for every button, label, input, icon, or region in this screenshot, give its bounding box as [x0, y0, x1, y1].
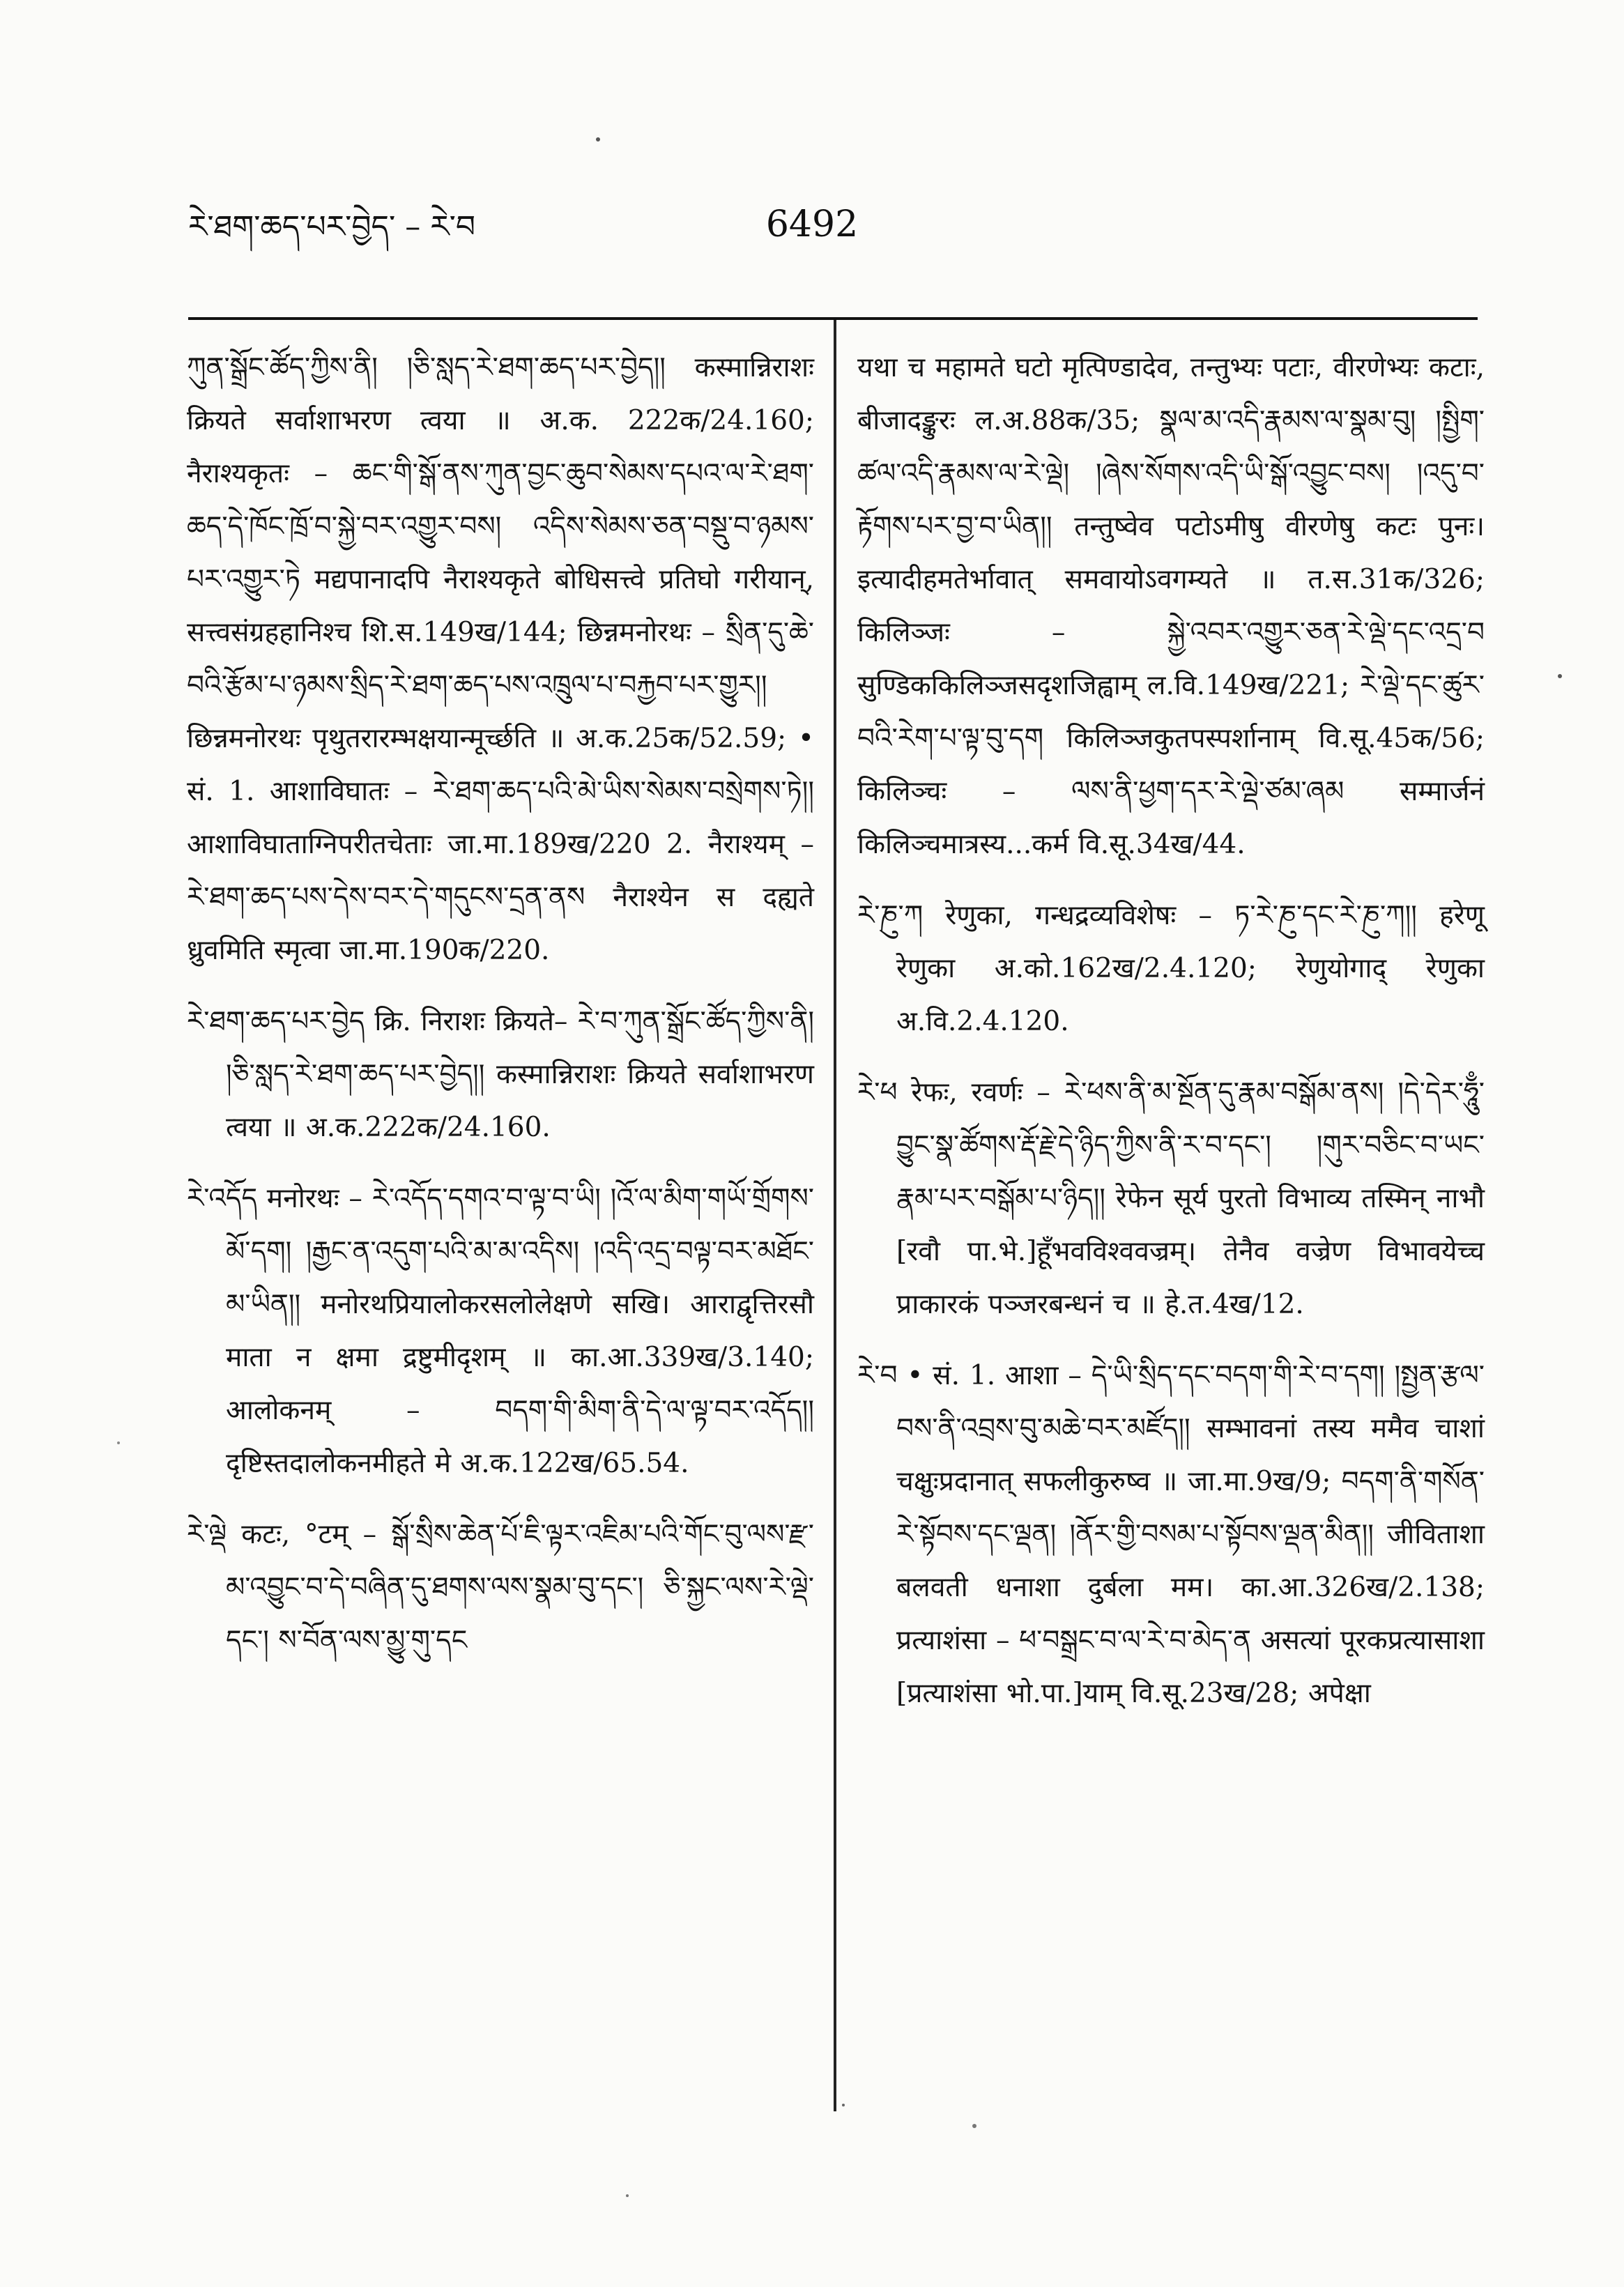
entry-re-pha: རེ་ཕ रेफः, रवर्णः – རེ་ཕས་ནི་མ་སྔོན་དུ་རྣམ་བསྒོམ་ནས། །དེ་དེར་ཧཱུྃ་བྱུང་སྣ་ཚོགས་རྡོ་རྗེ་དེ་ཉིད་ཀྱིས་ནི་ར་བ་དང་། །གུར་བཅིང་བ་ཡང་རྣམ་པར་བསྒོམ་པ་ཉིད།། रेफेन सूर्य पुरतो विभाव्य तस्मिन् नाभौ [रवौ पा.भे.]हूँभवविश्ववज्रम्। तेनैव वज्रेण विभावयेच्च प्राकारकं पञ्जरबन्धनं च ॥ हे.त.4ख/12. [857, 1077, 1485, 1320]
header-rule [188, 317, 1478, 320]
entry-re-dod: རེ་འདོད मनोरथः – རེ་འདོད་དགའ་བ་ལྟ་བ་ཡི། །འོ་ལ་མིག་གཡོ་གྲོགས་མོ་དག། །རྒྱང་ན་འདུག་པའི་མ་མ་འདིས། །འདི་འདྲ་བལྟ་བར་མཐོང་མ་ཡིན།། मनोरथप्रियालोकरसलोलेक्षणे सखि। आराद्वृत्तिरसौ माता न क्षमा द्रष्टुमीदृशम् ॥ का.आ.339ख/3.140; आलोकनम् – བདག་གི་མིག་ནི་དེ་ལ་ལྟ་བར་འདོད།། दृष्टिस्तदालोकनमीहते मे अ.क.122ख/65.54. [187, 1183, 814, 1479]
entry-re-nu-ka: རེ་ཎུ་ཀ रेणुका, गन्धद्रव्यविशेषः – ཏ་རེ་ཎུ་དང་རེ་ཎུ་ཀ།། हरेणू रेणुका अ.को.162ख/2.4.120; रेणुयोगाद् रेणुका अ.वि.2.4.120. [857, 900, 1485, 1037]
page-header [0, 202, 1624, 258]
entry-re-thag-chad-par-byed: རེ་ཐག་ཆད་པར་བྱེད क्रि. निराशः क्रियते– རེ་བ་ཀུན་སྒྲོང་ཚོད་ཀྱིས་ནི། །ཅི་སླད་རེ་ཐག་ཆད་པར་བྱེད།། कस्मान्निराशः क्रियते सर्वाशाभरण त्वया ॥ अ.क.222क/24.160. [187, 1006, 814, 1143]
right-entry-continuation: यथा च महामते घटो मृत्पिण्डादेव, तन्तुभ्यः पटाः, वीरणेभ्यः कटाः, बीजादङ्कुरः ल.अ.88क/35; སྣལ་མ་འདི་རྣམས་ལ་སྣམ་བུ། །སྤྱིག་ཚལ་འདི་རྣམས་ལ་རེ་ལྡེ། །ཞེས་སོགས་འདི་ཡི་སྒོ་འབྱུང་བས། །འདུ་བ་རྟོགས་པར་བྱ་བ་ཡིན།། तन्तुष्वेव पटोऽमीषु वीरणेषु कटः पुनः। इत्यादीहमतेर्भावात् समवायोऽवगम्यते ॥ त.स.31क/326; किलिञ्जः – སྐྱེ་འབར་འགྱུར་ཅན་རེ་ལྡེ་དང་འདྲ་བ सुण्डिककिलिञ्जसदृशजिह्वाम् ल.वि.149ख/221; རེ་ལྡེ་དང་ཚུར་བའི་རེག་པ་ལྟ་བུ་དག किलिञ्जकुतपस्पर्शानाम् वि.सू.45क/56; किलिञ्चः – ལས་ནི་ཕྱག་དར་རེ་ལྡེ་ཙམ་ཞམ सम्मार्जनं किलिञ्चमात्रस्य...कर्म वि.सू.34ख/44. [857, 352, 1485, 860]
right-column [857, 342, 1485, 1738]
column-divider [834, 320, 836, 2111]
left-column [187, 342, 814, 1685]
page-number: 6492 [765, 204, 859, 245]
left-entry-continuation: ཀུན་སྒྲོང་ཚོད་ཀྱིས་ནི། །ཅི་སླད་རེ་ཐག་ཆད་པར་བྱེད།། कस्मान्निराशः क्रियते सर्वाशाभरण त्वया ॥ अ.क. 222क/24.160; नैराश्यकृतः – ཆང་གི་སྒོ་ནས་ཀུན་བྱང་ཆུབ་སེམས་དཔའ་ལ་རེ་ཐག་ཆད་དེ་ཁོང་ཁྲོ་བ་སྐྱེ་བར་འགྱུར་བས། འདིས་སེམས་ཅན་བསྡུ་བ་ཉམས་པར་འགྱུར་ཏེ मद्यपानादपि नैराश्यकृते बोधिसत्त्वे प्रतिघो गरीयान्, सत्त्वसंग्रहहानिश्च शि.स.149ख/144; छिन्नमनोरथः – སྲིན་དུ་ཆེ་བའི་རྩོམ་པ་ཉམས་སྲིད་རེ་ཐག་ཆད་པས་འཁྲུལ་པ་བརྐྱབ་པར་གྱུར།། छिन्नमनोरथः पृथुतरारम्भक्षयान्मूर्च्छति ॥ अ.क.25क/52.59; • सं. 1. आशाविघातः – རེ་ཐག་ཆད་པའི་མེ་ཡིས་སེམས་བསྲེགས་ཏེ།། आशाविघाताग्निपरीतचेताः जा.मा.189ख/220 2. नैराश्यम् – རེ་ཐག་ཆད་པས་དེས་བར་དེ་གདུངས་དྲན་ནས नैराश्येन स दह्यते ध्रुवमिति स्मृत्वा जा.मा.190क/220. [187, 352, 814, 966]
running-head: རེ་ཐག་ཆད་པར་བྱེད་ – རེ་བ [188, 209, 476, 245]
entry-re-ba: རེ་བ • सं. 1. आशा – དེ་ཡི་སྲིད་དང་བདག་གི་རེ་བ་དག། །སྤྱན་རྩལ་བས་ནི་འབྲས་བུ་མཆེ་བར་མཛོད།། सम्भावनां तस्य ममैव चाशां चक्षुःप्रदानात् सफलीकुरुष्व ॥ जा.मा.9ख/9; བདག་ནི་གསོན་རེ་སྟོབས་དང་ལྡན། །ནོར་གྱི་བསམ་པ་སྟོབས་ལྡན་མིན།། जीविताशा बलवती धनाशा दुर्बला मम। का.आ.326ख/2.138; प्रत्याशंसा – ཕ་བསྒྲང་བ་ལ་རེ་བ་མེད་ན असत्यां पूरकप्रत्यासाशा [प्रत्याशंसा भो.पा.]याम् वि.सू.23ख/28; अपेक्षा [857, 1360, 1485, 1709]
entry-re-lde: རེ་ལྡེ कटः, °टम् – སྒོ་སྲིས་ཆེན་པོ་ཇི་ལྟར་འཇིམ་པའི་གོང་བུ་ལས་རྫ་མ་འབྱུང་བ་དེ་བཞིན་དུ་ཐགས་ལས་སྣམ་བུ་དང་། ཅི་སྐྱང་ལས་རེ་ལྡེ་དང་། ས་བོན་ལས་མྱུ་གུ་དང [187, 1519, 814, 1656]
